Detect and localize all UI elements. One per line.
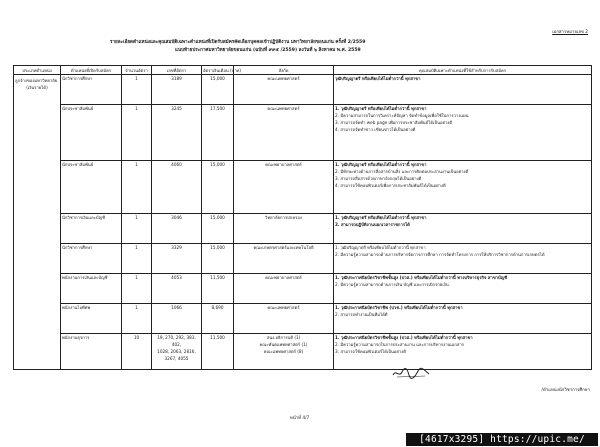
qualification-item: 1. วุฒิประกาศนียบัตรวิชาชีพ (ปวช.) หรือเทียบได้ไม่ต่ำกว่านี้ ทุกสาขา — [335, 305, 463, 310]
affiliation-cell: คณะแพทยศาสตร์ — [234, 304, 334, 334]
position-number-cell: 4060 — [152, 161, 202, 214]
position-number-cell: 4053 — [152, 274, 202, 304]
image-host-watermark[interactable]: [4617x3295] https://upic.me/ — [406, 433, 598, 446]
salary-cell: 8,690 — [202, 304, 234, 334]
table-row — [14, 304, 592, 334]
table-row — [14, 75, 592, 105]
count-cell: 1 — [122, 75, 152, 105]
count-cell: 10 — [122, 334, 152, 370]
header-unit: ประเภทตำแหน่ง — [14, 66, 61, 75]
qualification-item: 2. มีความรู้ความสามารถด้านการเงิน บัญชี และการเบิกจ่ายเงิน — [335, 282, 449, 287]
qualification-item: 3. สามารถจัดทำ web page เพื่อการประชาสัมพันธ์ได้เป็นอย่างดี — [335, 120, 453, 125]
qualification-item: 2. สามารถทำงานเป็นทีมได้ดี — [335, 312, 388, 317]
count-cell: 1 — [122, 274, 152, 304]
position-number-cell: 1066 — [152, 304, 202, 334]
qualification-item: 1. วุฒิประกาศนียบัตรวิชาชีพชั้นสูง (ปวส.) หรือเทียบได้ไม่ต่ำกว่านี้ ทางบริหารธุรกิจ สาขาบัญชี — [335, 275, 508, 280]
table-header-row — [14, 66, 592, 75]
position-number-cell: 3046 — [152, 214, 202, 244]
document-subtitle: แนบท้ายประกาศมหาวิทยาลัยขอนแก่น (ฉบับที่ ๙๙๕ /2559) ลงวันที่ ๖ สิงหาคม พ.ศ. 2559 — [175, 48, 361, 53]
document-reference: เอกสารหมายเลข 2 — [552, 30, 588, 35]
qualification-item: 2. มีความรู้ความสามารถในการประสานงาน และการบริหารงานเอกสาร — [335, 342, 465, 347]
affiliation-cell: คณะเกษตรศาสตร์และเทคโนโลยี — [234, 244, 334, 274]
count-cell: 1 — [122, 161, 152, 214]
position-cell: พนักงานธุรการ — [61, 334, 122, 370]
qualification-item: 2. มีทักษะทางด้านการสื่อสารบ้านสิ่ง และการติดต่อประสานงานเป็นอย่างดี — [335, 169, 469, 174]
salary-cell: 15,000 — [202, 214, 234, 244]
salary-cell: 15,000 — [202, 244, 234, 274]
position-cell: นักประชาสัมพันธ์ — [61, 161, 122, 214]
salary-cell: 17,500 — [202, 105, 234, 161]
qualification-item: 2. มีความสามารถในการวิเคราะห์ปัญหา จัดทำข้อมูลเพื่อใช้ในการวางแผน — [335, 113, 469, 118]
affiliation-cell: วิทยาลัยการปกครอง — [234, 214, 334, 244]
qualifications-cell — [334, 244, 592, 274]
count-cell: 1 — [122, 244, 152, 274]
table-row — [14, 274, 592, 304]
qualification-item: 2. มีความรู้ความสามารถด้านการบริหารจัดการการศึกษา การจัดทำโครงการ การให้บริการวิชาการด้านการเกษตรได้ — [335, 252, 545, 257]
qualification-item: 1. วุฒิประกาศนียบัตรวิชาชีพชั้นสูง (ปวส.) หรือเทียบได้ไม่ต่ำกว่านี้ ทุกสาขา — [335, 335, 473, 340]
header-qualifications: คุณสมบัติเฉพาะตำแหน่งที่ใช้สำหรับการรับสมัคร — [334, 66, 592, 75]
qualification-item: 4. สามารถจัดทำข่าว เขียนข่าวได้เป็นอย่างดี — [335, 127, 416, 132]
unit-label: ลูกจ้างของมหาวิทยาลัย — [15, 78, 58, 83]
header-position: ตำแหน่งที่เปิดรับสมัคร — [61, 66, 122, 75]
position-number-cell: 3189 — [152, 75, 202, 105]
unit-cell — [14, 75, 61, 370]
signature-mark — [391, 366, 431, 380]
salary-cell: 11,500 — [202, 274, 234, 304]
table-row — [14, 244, 592, 274]
header-count: จำนวนอัตรา — [122, 66, 152, 75]
qualification-item: วุฒิปริญญาตรี หรือเทียบได้ไม่ต่ำกว่านี้ ทุกสาขา — [335, 76, 421, 81]
qualifications-cell — [334, 105, 592, 161]
qualification-item: 3. สามารถสื่อสารด้วยภาษาอังกฤษได้เป็นอย่างดี — [335, 176, 422, 181]
unit-sub-label: (เงินรายได้) — [26, 85, 48, 90]
qualification-item: 1. วุฒิปริญญาตรี หรือเทียบได้ไม่ต่ำกว่านี้ ทุกสาขา — [335, 106, 427, 111]
salary-cell: 15,000 — [202, 75, 234, 105]
table-row — [14, 214, 592, 244]
count-cell: 1 — [122, 105, 152, 161]
affiliation-cell: คณะแพทยศาสตร์ — [234, 75, 334, 105]
position-number-cell: 3245 — [152, 105, 202, 161]
qualifications-cell — [334, 334, 592, 370]
affiliation-cell: คณะแพทยศาสตร์ — [234, 105, 334, 161]
qualification-item: 2. สามารถปฏิบัติงานนอกเวลาราชการได้ — [335, 222, 410, 227]
position-cell: นักวิชาการเงินและบัญชี — [61, 214, 122, 244]
vacancy-table — [13, 65, 592, 370]
position-number-cell: 3329 — [152, 244, 202, 274]
page-number: หน้าที่ 4/7 — [290, 416, 310, 421]
continued-note: /ตำแหน่งนักวิชาการศึกษา — [541, 388, 590, 393]
position-cell: พนักงานไอทีศพ — [61, 304, 122, 334]
position-number-cell: 19, 270, 292, 383, 402, 1028, 2063, 2816, 3267, 4055 — [152, 334, 202, 370]
table-row — [14, 161, 592, 214]
document-title: รายละเอียดตำแหน่งและคุณสมบัติเฉพาะตำแหน่งที่เปิดรับสมัครคัดเลือกบุคคลเข้าปฏิบัติงาน มหาวิทยาลัยขอนแก่น ครั้งที่ 2/2559 — [110, 40, 366, 45]
table-row — [14, 334, 592, 370]
qualification-item: 4. สามารถใช้คอมพิวเตอร์เพื่อการประชาสัมพันธ์ได้เป็นอย่างดี — [335, 183, 446, 188]
salary-cell: 15,000 — [202, 161, 234, 214]
qualifications-cell — [334, 75, 592, 105]
qualifications-cell — [334, 214, 592, 244]
qualification-item: 1. วุฒิปริญญาตรี หรือเทียบได้ไม่ต่ำกว่านี้ ทุกสาขา — [335, 215, 427, 220]
qualifications-cell — [334, 304, 592, 334]
position-cell: นักวิชาการศึกษา — [61, 75, 122, 105]
qualifications-cell — [334, 161, 592, 214]
count-cell: 1 — [122, 304, 152, 334]
header-salary: อัตราเงินเดือน (บาท) — [203, 67, 242, 73]
affiliation-cell: คณะพยาบาลศาสตร์ — [234, 274, 334, 304]
position-cell: พนักงานการเงินและบัญชี — [61, 274, 122, 304]
salary-cell: 11,500 — [202, 334, 234, 370]
position-cell: นักประชาสัมพันธ์ — [61, 105, 122, 161]
qualification-item: 1. วุฒิปริญญาตรี หรือเทียบได้ไม่ต่ำกว่านี้ ทุกสาขา — [335, 245, 426, 250]
header-affiliation: สังกัด — [234, 66, 334, 75]
affiliation-cell: สนง.อธิการบดี (1) คณะทันตแพทยศาสตร์ (1) คณะแพทยศาสตร์ (8) — [234, 334, 334, 370]
qualifications-cell — [334, 274, 592, 304]
qualification-item: 1. วุฒิปริญญาตรี หรือเทียบได้ไม่ต่ำกว่านี้ ทุกสาขา — [335, 162, 427, 167]
qualification-item: 3. สามารถใช้คอมพิวเตอร์ได้เป็นอย่างดี — [335, 349, 406, 354]
position-cell: นักวิชาการศึกษา — [61, 244, 122, 274]
count-cell: 1 — [122, 214, 152, 244]
affiliation-cell: คณะพยาบาลศาสตร์ — [234, 161, 334, 214]
header-position-number: เลขที่อัตรา — [152, 66, 202, 75]
table-row — [14, 105, 592, 161]
